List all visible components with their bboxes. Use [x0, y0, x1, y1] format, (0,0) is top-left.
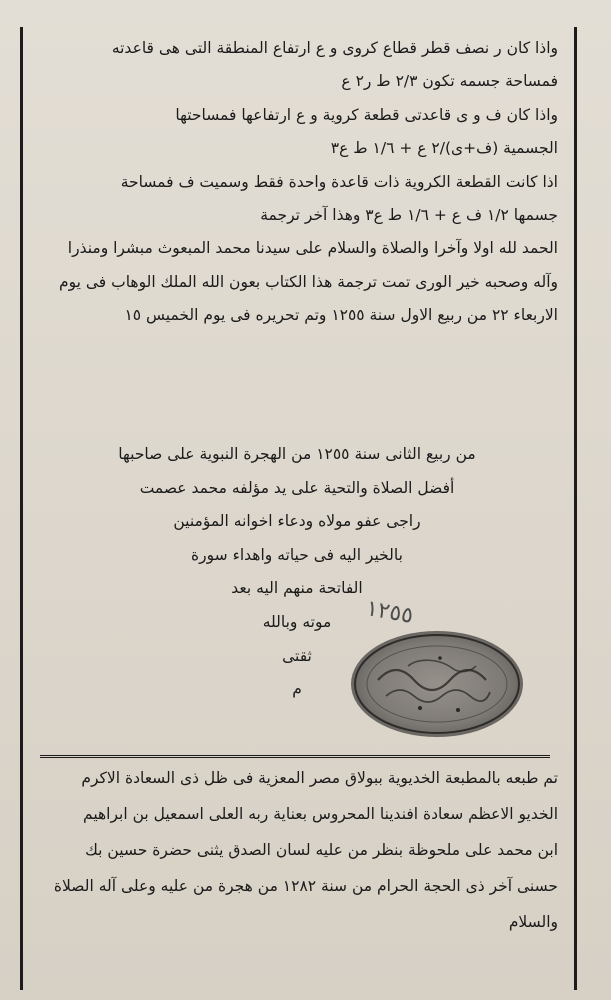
- formula-line: جسمها ١/٢ ف ع + ١/٦ ط ع٣ وهذا آخر ترجمة: [260, 206, 558, 225]
- text-line: اذا كانت القطعة الكروية ذات قاعدة واحدة فقط وسميت ف فمساحة: [120, 172, 558, 191]
- colophon-line: أفضل الصلاة والتحية على يد مؤلفه محمد عصمت: [139, 478, 455, 497]
- main-text-block: [36, 32, 558, 333]
- text-line: وآله وصحبه خير الورى تمت ترجمة هذا الكتاب بعون الله الملك الوهاب فى يوم: [59, 272, 558, 291]
- colophon-line: م: [292, 680, 302, 699]
- print-line: والسلام: [508, 913, 558, 931]
- printing-note-block: [36, 760, 558, 940]
- colophon-line: بالخير اليه فى حياته واهداء سورة: [191, 545, 403, 564]
- colophon-line: ثقتى: [282, 646, 312, 665]
- colophon-line: من ربيع الثانى سنة ١٢٥٥ من الهجرة النبوية على صاحبها: [118, 445, 476, 463]
- text-line: واذا كان ر نصف قطر قطاع كروى و ع ارتفاع المنطقة التى هى قاعدته: [111, 39, 558, 57]
- colophon-line: موته وبالله: [262, 612, 332, 631]
- text-line: واذا كان ف و ى قاعدتى قطعة كروية و ع ارتفاعها فمساحتها: [175, 105, 558, 124]
- print-line: تم طبعه بالمطبعة الخديوية ببولاق مصر المعزية فى ظل ذى السعادة الاكرم: [81, 769, 558, 787]
- print-line: حسنى آخر ذى الحجة الحرام من سنة ١٢٨٢ من هجرة من عليه وعلى آله الصلاة: [53, 877, 558, 895]
- text-line: فمساحة جسمه تكون ٢/٣ ط ر٢ ع: [341, 72, 558, 91]
- print-line: الخديو الاعظم سعادة افندينا المحروس بعناية ربه العلى اسمعيل بن ابراهيم: [83, 805, 558, 823]
- colophon-line: راجى عفو مولاه ودعاء اخوانه المؤمنين: [173, 512, 421, 531]
- colophon-line: الفاتحة منهم اليه بعد: [231, 579, 363, 598]
- divider-rule: [40, 755, 550, 758]
- ink-seal-stamp: [348, 628, 526, 740]
- text-line: الحمد لله اولا وآخرا والصلاة والسلام على سيدنا محمد المبعوث مبشرا ومنذرا: [67, 239, 558, 258]
- seal-year: ١٢٥٥: [364, 596, 416, 629]
- text-line: الاربعاء ٢٢ من ربيع الاول سنة ١٢٥٥ وتم تحريره فى يوم الخميس ١٥: [124, 306, 558, 325]
- print-line: ابن محمد على ملحوظة بنظر من عليه لسان الصدق يثنى حضرة حسين بك: [85, 841, 558, 859]
- formula-line: الجسمية (ف+ى)/٢ ع + ١/٦ ط ع٣: [330, 139, 558, 158]
